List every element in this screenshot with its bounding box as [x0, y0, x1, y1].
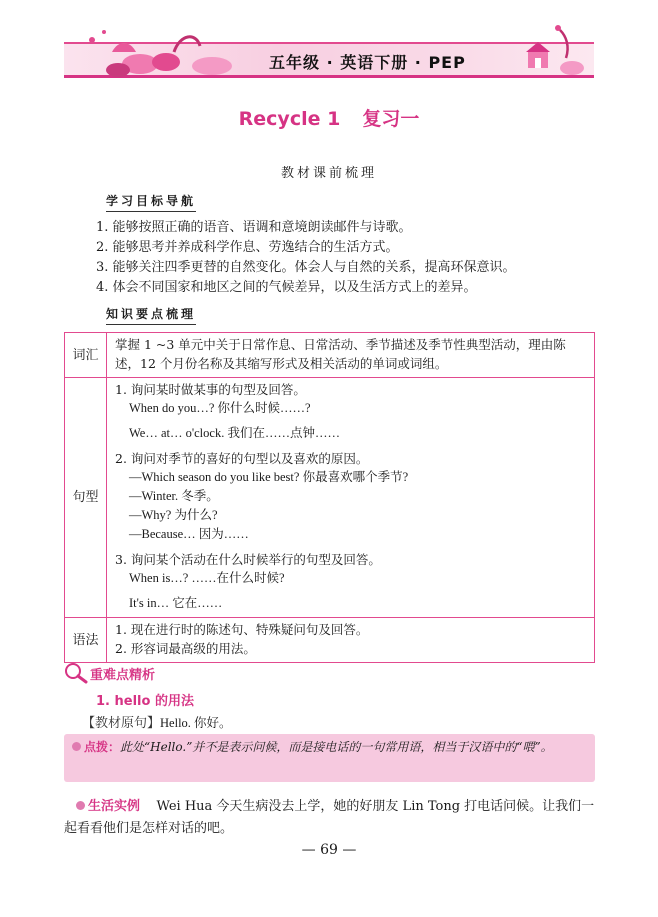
house-decoration-icon — [508, 22, 588, 80]
sentence-line: When do you…? 你什么时候……? — [129, 401, 311, 415]
page-header — [64, 22, 594, 80]
page-number: — 69 — — [301, 842, 357, 858]
goal-item: 1. 能够按照正确的语音、语调和意境朗读邮件与诗歌。 — [96, 220, 412, 235]
original-sentence — [82, 712, 232, 731]
header-title: 五年级 · 英语下册 · PEP — [269, 53, 466, 72]
sentence-line: We… at… o'clock. 我们在……点钟…… — [129, 426, 340, 440]
sentence-line: 3. 询问某个活动在什么时候举行的句型及回答。 — [115, 552, 381, 567]
sentence-line: —Which season do you like best? 你最喜欢哪个季节? — [129, 470, 409, 484]
magnifier-icon — [64, 662, 88, 684]
knowledge-table — [64, 332, 595, 663]
tip-box — [64, 734, 595, 782]
vocab-content: 掌握 1 ~3 单元中关于日常作息、日常活动、季节描述及季节性典型活动，理由陈述，12 个月份名称及其缩写形式及相关活动的单词或词组。 — [107, 333, 595, 378]
original-label: 【教材原句】 — [82, 716, 161, 731]
sentence-line: 1. 询问某时做某事的句型及回答。 — [115, 382, 306, 397]
floral-decoration-icon — [78, 22, 238, 80]
table-row — [65, 333, 595, 378]
life-label: 生活实例 — [88, 799, 141, 814]
life-text: Wei Hua 今天生病没去上学，她的好朋友 Lin Tong 打电话问候。让我们一起看看他们是怎样对话的吧。 — [64, 799, 595, 836]
original-text: Hello. 你好。 — [160, 716, 232, 730]
sentence-line: 2. 询问对季节的喜好的句型以及喜欢的原因。 — [115, 451, 369, 466]
goal-item: 2. 能够思考并养成科学作息、劳逸结合的生活方式。 — [96, 240, 399, 255]
sentence-line: When is…? ……在什么时候? — [129, 571, 285, 585]
tip-text: 此处“Hello.”并不是表示问候，而是接电话的一句常用语，相当于汉语中的“喂”。 — [120, 740, 553, 754]
goal-item: 3. 能够关注四季更替的自然变化。体会人与自然的关系，提高环保意识。 — [96, 260, 516, 275]
grammar-line: 1. 现在进行时的陈述句、特殊疑问句及回答。 — [115, 622, 369, 637]
table-row — [65, 378, 595, 618]
point-title: 1. hello 的用法 — [96, 694, 194, 709]
grammar-label: 语法 — [65, 618, 107, 663]
sentence-line: It's in… 它在…… — [129, 596, 223, 610]
table-row — [65, 618, 595, 663]
focus-title: 重难点精析 — [90, 668, 156, 683]
chapter-title — [0, 104, 658, 131]
sentence-content — [107, 378, 595, 618]
goals-list — [96, 218, 516, 298]
goal-item: 4. 体会不同国家和地区之间的气候差异，以及生活方式上的差异。 — [96, 280, 477, 295]
grammar-content — [107, 618, 595, 663]
section-subtitle: 教材课前梳理 — [280, 166, 377, 181]
sentence-line: —Why? 为什么? — [129, 508, 218, 522]
grammar-line: 2. 形容词最高级的用法。 — [115, 641, 256, 656]
tip-label: 点拨： — [84, 740, 121, 754]
life-example — [64, 796, 604, 840]
chapter-unit: Recycle 1 — [238, 108, 341, 130]
sentence-line: —Because… 因为…… — [129, 527, 249, 541]
sentence-line: —Winter. 冬季。 — [129, 489, 219, 503]
bullet-icon — [76, 801, 85, 810]
sentence-label: 句型 — [65, 378, 107, 618]
knowledge-section-label: 知识要点梳理 — [106, 305, 196, 325]
chapter-title-cn: 复习一 — [362, 108, 420, 130]
vocab-label: 词汇 — [65, 333, 107, 378]
bullet-icon — [72, 742, 81, 751]
goals-section-label: 学习目标导航 — [106, 192, 196, 212]
